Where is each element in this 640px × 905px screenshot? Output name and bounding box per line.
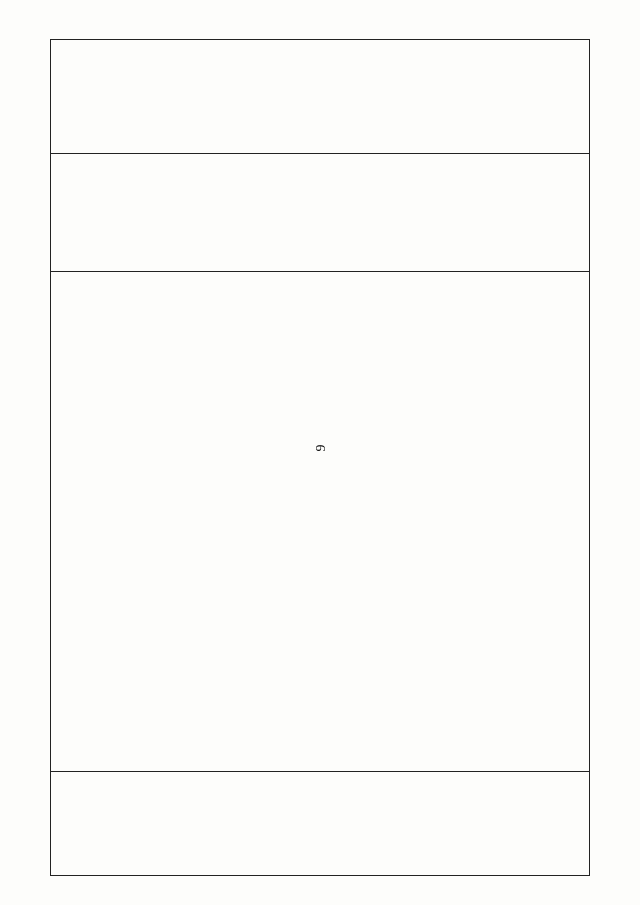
rotated-table-wrapper [50,40,590,876]
services-table [50,39,590,876]
frequency-cell [51,154,590,272]
multiplicity-cell [51,40,590,154]
services-table-body [51,40,590,876]
service-code-cell [51,772,590,876]
table-row [51,40,590,876]
page-number: 9 [314,444,329,452]
service-name-cell [51,272,590,772]
